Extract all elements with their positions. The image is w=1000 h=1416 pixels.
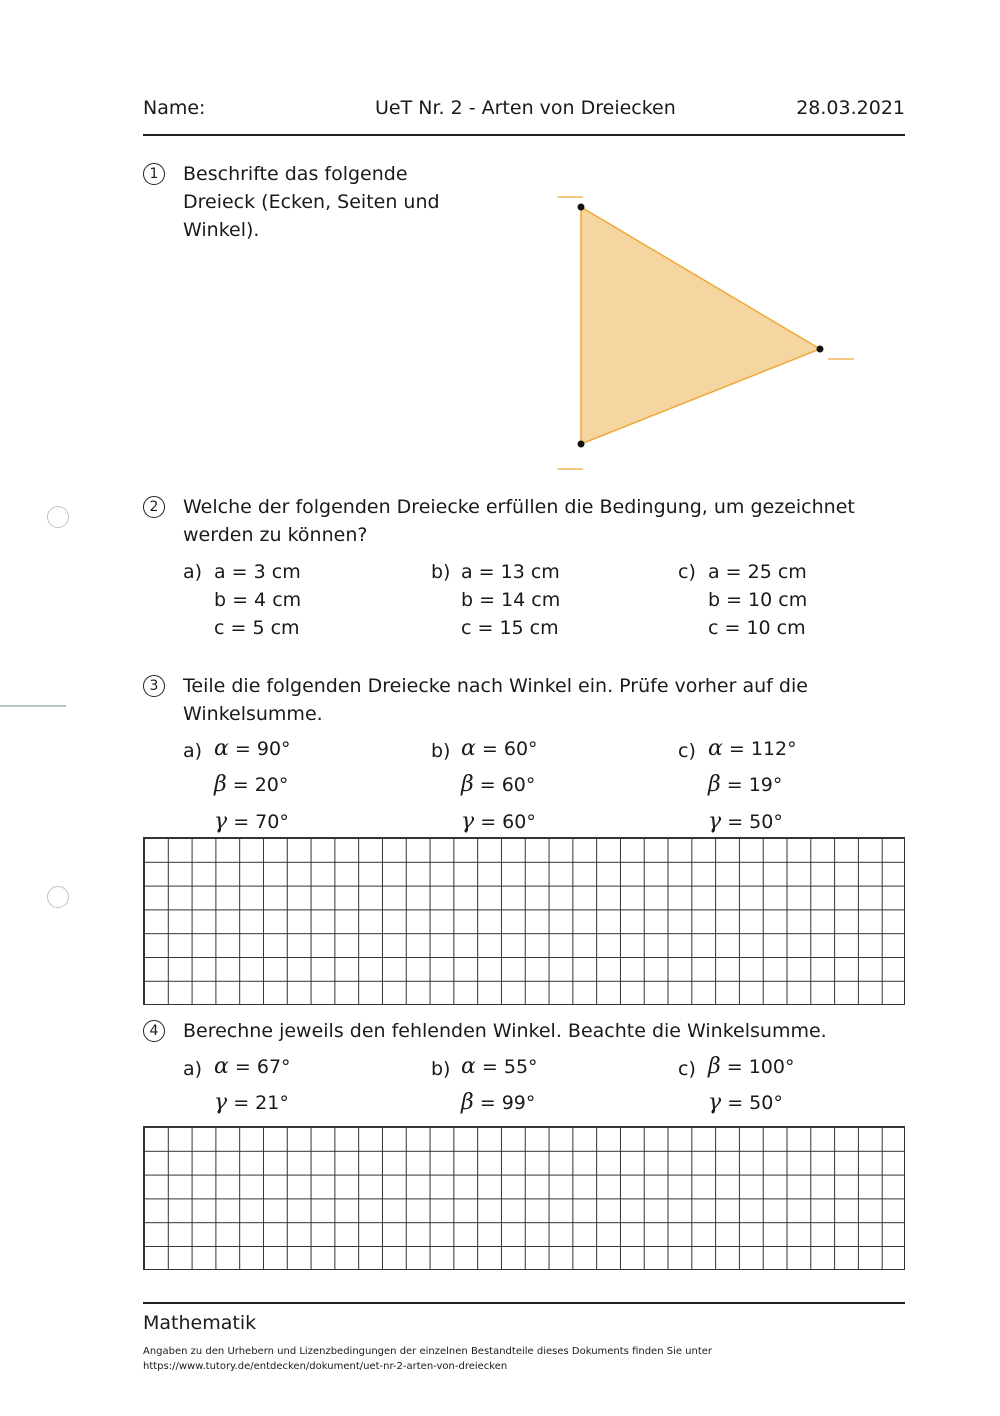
beta-symbol: β [708,772,721,797]
task-2-line-2: werden zu können? [183,524,368,546]
vertex-bottom [578,441,585,448]
task-number-4: 4 [143,1020,165,1042]
angle-value: = 67° [228,1056,291,1078]
task-1-line-3: Winkel). [183,219,260,241]
angle-value: = 90° [228,738,291,760]
angle-value: = 70° [227,811,289,833]
task-3-a-gamma [214,808,289,836]
document-date: 28.03.2021 [796,97,905,119]
gamma-symbol: γ [214,1090,228,1115]
angle-value: = 60° [475,738,538,760]
task-3-a-beta [214,771,288,799]
angle-value: = 112° [722,738,797,760]
task-2-a-line-2: b = 4 cm [214,589,302,611]
document-title: UeT Nr. 2 - Arten von Dreiecken [375,97,676,119]
task-2-text [183,493,855,549]
footer-rule [143,1302,905,1304]
task-4-text [183,1017,827,1045]
alpha-symbol: α [461,1054,476,1079]
license-link[interactable]: https://www.tutory.de/entdecken/dokument/uet-nr-2-arten-von-dreiecken [143,1361,508,1372]
task-4-item-c-label: c) [678,1058,696,1080]
license-text [143,1344,712,1374]
punch-hole-bottom [47,886,69,908]
task-3-a-alpha [214,735,291,763]
vertex-top [578,204,585,211]
angle-value: = 55° [475,1056,538,1078]
task-4-c-first [708,1053,794,1081]
task-2-a-line-1: a = 3 cm [214,561,301,583]
task-2-item-c [708,558,807,642]
alpha-symbol: α [214,736,229,761]
answer-grid-task-4[interactable] [143,1126,905,1270]
task-1-text [183,160,440,244]
angle-value: = 21° [227,1092,289,1114]
task-2-c-line-2: b = 10 cm [708,589,808,611]
angle-value: = 19° [720,774,783,796]
task-4-b-second [461,1089,535,1117]
triangle-figure [540,185,870,485]
task-2-c-line-1: a = 25 cm [708,561,807,583]
task-2-item-b [461,558,560,642]
task-2-item-a-label: a) [183,561,203,583]
task-3-b-beta [461,771,535,799]
task-3-line-2: Winkelsumme. [183,703,323,725]
task-2-b-line-3: c = 15 cm [461,617,559,639]
task-4-a-first [214,1053,291,1081]
gamma-symbol: γ [708,809,722,834]
task-number-3: 3 [143,675,165,697]
alpha-symbol: α [708,736,723,761]
vertex-right [817,346,824,353]
angle-value: = 50° [721,1092,783,1114]
angle-value: = 20° [226,774,289,796]
task-number-1: 1 [143,163,165,185]
task-3-b-gamma [461,808,536,836]
task-2-c-line-3: c = 10 cm [708,617,806,639]
task-2-b-line-2: b = 14 cm [461,589,561,611]
task-4-item-b-label: b) [431,1058,451,1080]
header-rule [143,134,905,136]
task-number-2: 2 [143,496,165,518]
task-3-c-beta [708,771,782,799]
alpha-symbol: α [461,736,476,761]
task-1-line-1: Beschrifte das folgende [183,163,408,185]
task-3-c-gamma [708,808,783,836]
task-4-item-a-label: a) [183,1058,203,1080]
task-2-a-line-3: c = 5 cm [214,617,300,639]
task-3-text [183,672,808,728]
license-line-1: Angaben zu den Urhebern und Lizenzbedingungen der einzelnen Bestandteile dieses Dokuments finden Sie unter [143,1346,713,1357]
angle-value: = 60° [473,774,536,796]
subject-label: Mathematik [143,1312,257,1334]
answer-grid-task-3[interactable] [143,837,905,1005]
beta-symbol: β [708,1054,721,1079]
angle-value: = 60° [474,811,536,833]
task-1-line-2: Dreieck (Ecken, Seiten und [183,191,440,213]
punch-hole-top [47,506,69,528]
gamma-symbol: γ [461,809,475,834]
gamma-symbol: γ [214,809,228,834]
task-2-item-a [214,558,301,642]
name-label: Name: [143,97,206,119]
beta-symbol: β [214,772,227,797]
task-4-b-first [461,1053,538,1081]
task-3-item-a-label: a) [183,740,203,762]
fold-mark [0,705,66,707]
triangle-shape [581,207,820,444]
task-2-line-1: Welche der folgenden Dreiecke erfüllen die Bedingung, um gezeichnet [183,496,855,518]
task-3-item-c-label: c) [678,740,696,762]
beta-symbol: β [461,772,474,797]
task-2-b-line-1: a = 13 cm [461,561,560,583]
task-2-item-c-label: c) [678,561,696,583]
angle-value: = 50° [721,811,783,833]
task-3-b-alpha [461,735,538,763]
task-3-line-1: Teile die folgenden Dreiecke nach Winkel ein. Prüfe vorher auf die [183,675,808,697]
task-4-a-second [214,1089,289,1117]
task-4-line-1: Berechne jeweils den fehlenden Winkel. Beachte die Winkelsumme. [183,1020,827,1042]
angle-value: = 99° [473,1092,536,1114]
beta-symbol: β [461,1090,474,1115]
task-3-item-b-label: b) [431,740,451,762]
alpha-symbol: α [214,1054,229,1079]
task-4-c-second [708,1089,783,1117]
angle-value: = 100° [720,1056,795,1078]
task-2-item-b-label: b) [431,561,451,583]
gamma-symbol: γ [708,1090,722,1115]
task-3-c-alpha [708,735,797,763]
